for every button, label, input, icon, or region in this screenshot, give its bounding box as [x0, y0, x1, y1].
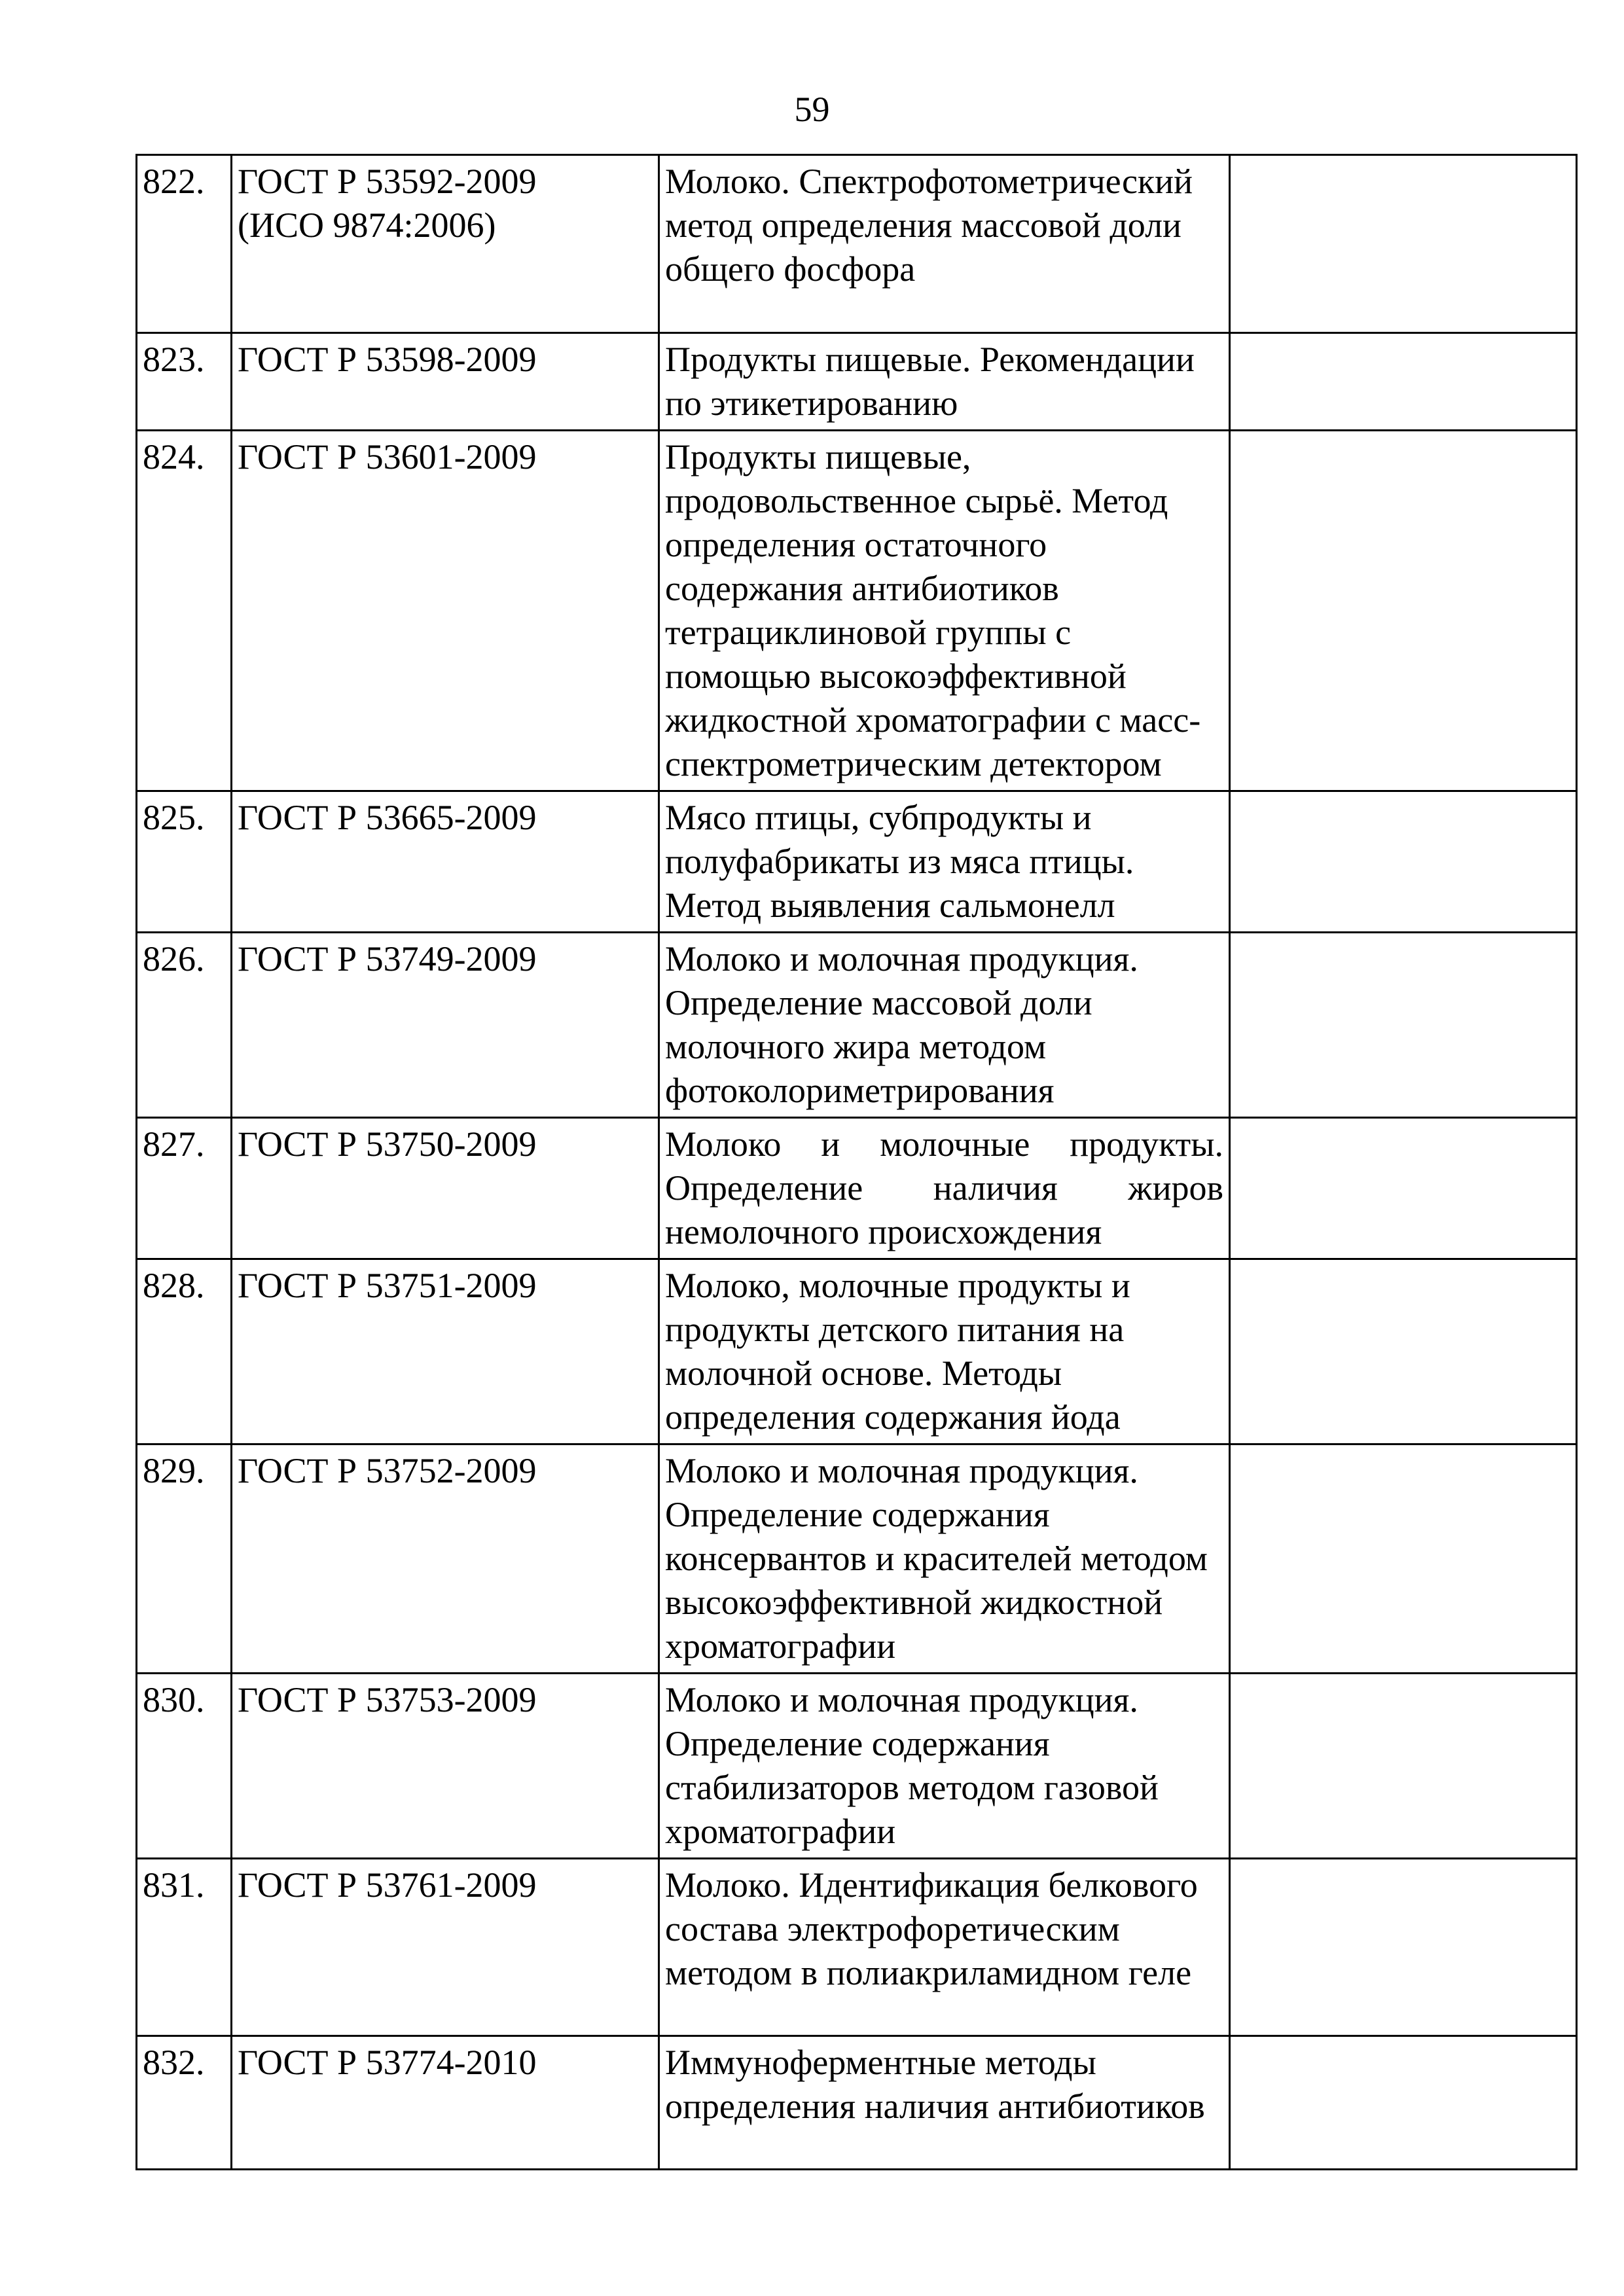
- note-cell: [1230, 1674, 1577, 1859]
- table-row: [137, 1259, 1577, 1444]
- standard-title: [659, 1118, 1230, 1259]
- title-text: Молоко. Идентификация белкового состава электрофоретическим методом в полиакриламидном геле: [665, 1865, 1198, 1992]
- note-cell: [1230, 333, 1577, 431]
- standard-code: ГОСТ Р 53749-2009: [238, 939, 537, 978]
- standard-code: ГОСТ Р 53665-2009: [238, 798, 537, 837]
- standard-cell: [232, 1859, 659, 2036]
- standard-code: ГОСТ Р 53761-2009: [238, 1865, 537, 1905]
- note-cell: [1230, 2036, 1577, 2170]
- standard-title: [659, 1444, 1230, 1674]
- table-row: [137, 155, 1577, 333]
- title-text: Продукты пищевые, продовольственное сырьё. Метод определения остаточного содержания антибиотиков тетрациклиновой группы с помощью высокоэффективной жидкостной хроматографии с масс-спектрометрическим детектором: [665, 437, 1201, 783]
- table-row: [137, 933, 1577, 1118]
- row-number: 828.: [137, 1259, 232, 1444]
- standard-title: [659, 1674, 1230, 1859]
- note-cell: [1230, 155, 1577, 333]
- table-row: [137, 1859, 1577, 2036]
- row-number: 825.: [137, 791, 232, 933]
- title-text: Молоко, молочные продукты и продукты детского питания на молочной основе. Методы определения содержания йода: [665, 1266, 1130, 1437]
- standard-cell: [232, 333, 659, 431]
- standard-cell: [232, 1674, 659, 1859]
- title-text: Молоко и молочная продукция. Определение массовой доли молочного жира методом фотоколориметрирования: [665, 939, 1138, 1110]
- standard-cell: [232, 431, 659, 791]
- standard-title: [659, 933, 1230, 1118]
- standard-code: ГОСТ Р 53601-2009: [238, 437, 537, 476]
- standard-title: [659, 1859, 1230, 2036]
- standard-code: ГОСТ Р 53592-2009: [238, 162, 537, 201]
- page-number: 59: [794, 90, 830, 129]
- note-cell: [1230, 1118, 1577, 1259]
- table-row: [137, 1118, 1577, 1259]
- title-text: Иммуноферментные методы определения наличия антибиотиков: [665, 2043, 1205, 2126]
- title-text: Молоко и молочные продукты. Определение наличия жиров немолочного происхождения: [665, 1124, 1223, 1251]
- table-row: [137, 1444, 1577, 1674]
- note-cell: [1230, 431, 1577, 791]
- note-cell: [1230, 933, 1577, 1118]
- standard-code: ГОСТ Р 53752-2009: [238, 1451, 537, 1490]
- title-text: Мясо птицы, субпродукты и полуфабрикаты из мяса птицы. Метод выявления сальмонелл: [665, 798, 1134, 925]
- table-row: [137, 333, 1577, 431]
- standard-cell: [232, 1259, 659, 1444]
- standard-code: ГОСТ Р 53598-2009: [238, 340, 537, 379]
- standard-title: [659, 1259, 1230, 1444]
- note-cell: [1230, 1259, 1577, 1444]
- row-number: 832.: [137, 2036, 232, 2170]
- standard-cell: [232, 791, 659, 933]
- table-row: [137, 2036, 1577, 2170]
- row-number: 829.: [137, 1444, 232, 1674]
- note-cell: [1230, 1859, 1577, 2036]
- table-row: [137, 1674, 1577, 1859]
- row-number: 827.: [137, 1118, 232, 1259]
- note-cell: [1230, 1444, 1577, 1674]
- standard-code: ГОСТ Р 53750-2009: [238, 1124, 537, 1164]
- standard-cell: [232, 1444, 659, 1674]
- standard-title: [659, 791, 1230, 933]
- standard-title: [659, 333, 1230, 431]
- row-number: 831.: [137, 1859, 232, 2036]
- note-cell: [1230, 791, 1577, 933]
- row-number: 830.: [137, 1674, 232, 1859]
- standard-title: [659, 155, 1230, 333]
- standard-cell: [232, 155, 659, 333]
- standard-cell: [232, 933, 659, 1118]
- table-row: [137, 431, 1577, 791]
- standard-title: [659, 2036, 1230, 2170]
- title-text: Молоко и молочная продукция. Определение содержания стабилизаторов методом газовой хроматографии: [665, 1680, 1159, 1851]
- row-number: 824.: [137, 431, 232, 791]
- row-number: 823.: [137, 333, 232, 431]
- standard-code: ГОСТ Р 53774-2010: [238, 2043, 537, 2082]
- standard-cell: [232, 2036, 659, 2170]
- standard-cell: [232, 1118, 659, 1259]
- row-number: 822.: [137, 155, 232, 333]
- standard-code: ГОСТ Р 53751-2009: [238, 1266, 537, 1305]
- row-number: 826.: [137, 933, 232, 1118]
- standards-table: [135, 154, 1578, 2170]
- title-text: Молоко и молочная продукция. Определение содержания консервантов и красителей методом высокоэффективной жидкостной хроматографии: [665, 1451, 1208, 1666]
- standard-extra: (ИСО 9874:2006): [238, 206, 496, 245]
- standard-code: ГОСТ Р 53753-2009: [238, 1680, 537, 1719]
- table-row: [137, 791, 1577, 933]
- standard-title: [659, 431, 1230, 791]
- title-text: Продукты пищевые. Рекомендации по этикетированию: [665, 340, 1195, 423]
- title-text: Молоко. Спектрофотометрический метод определения массовой доли общего фосфора: [665, 162, 1193, 289]
